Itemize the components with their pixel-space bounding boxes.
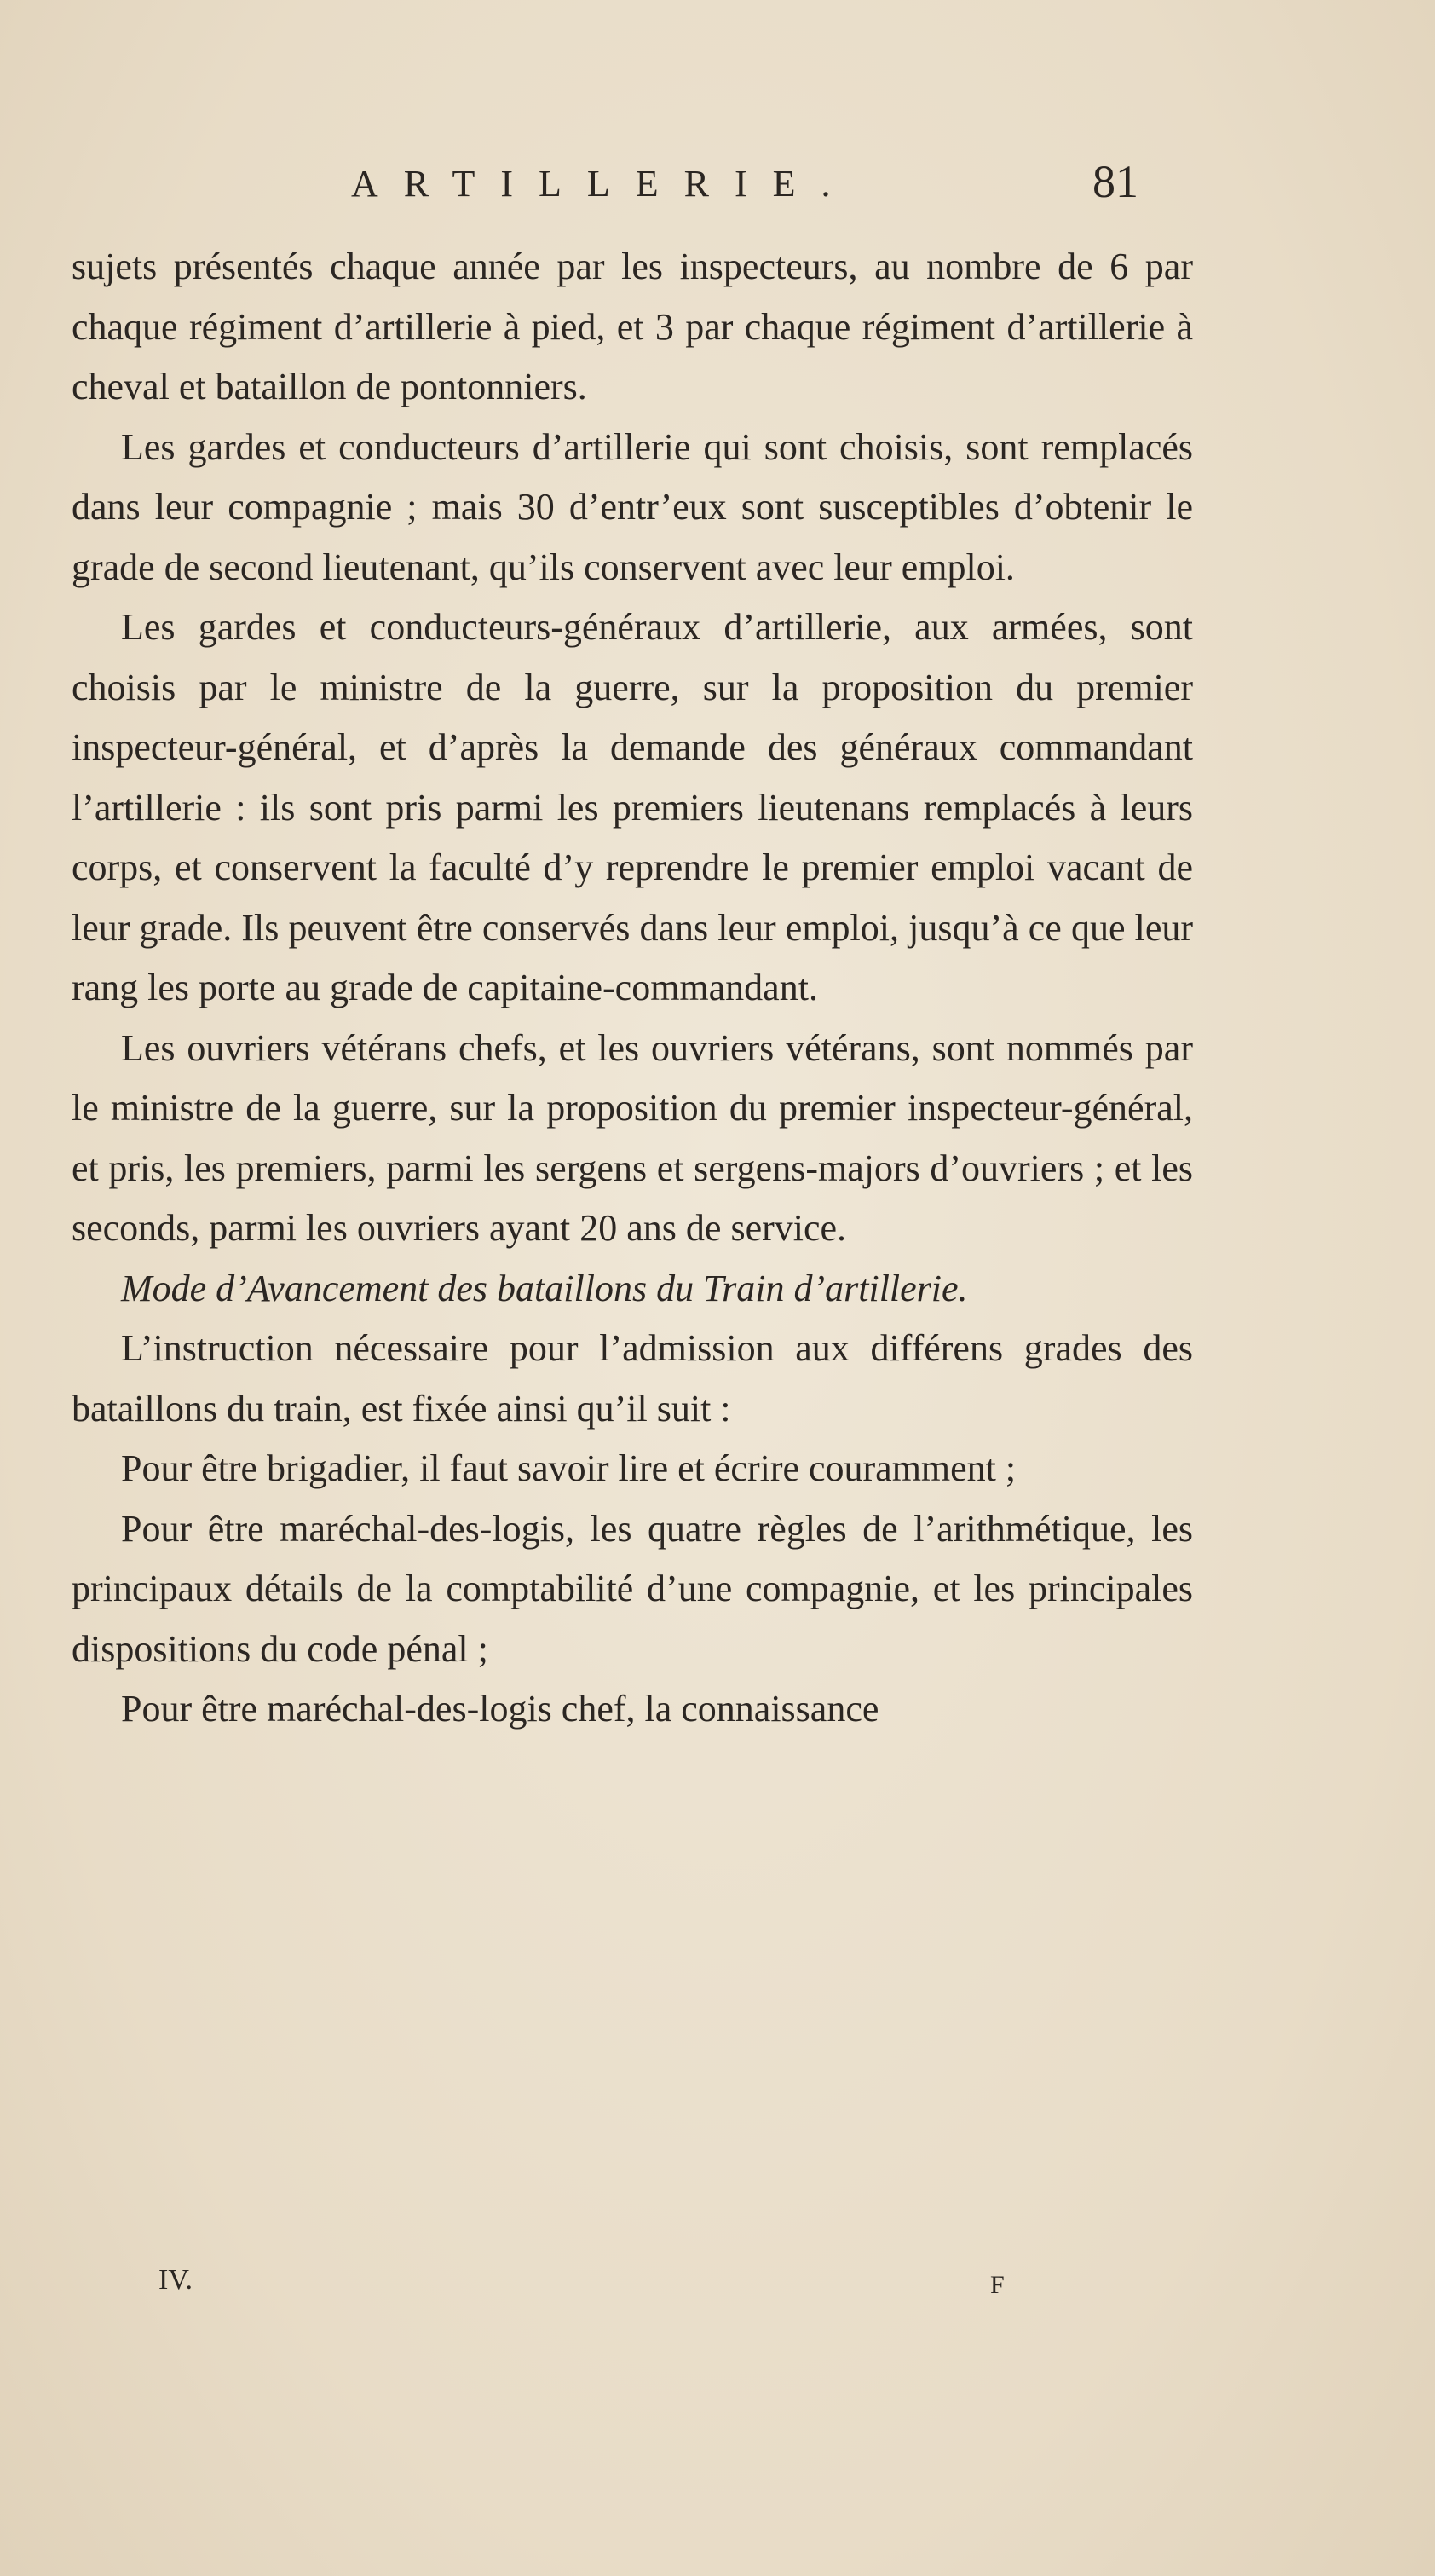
paragraph: Les gardes et conducteurs-généraux d’artillerie, aux armées, sont choisis par le ministre de la guerre, sur la proposition du premier inspecteur-général, et d’après la demande des généraux commandant l’artillerie : ils sont pris parmi les premiers lieutenans remplacés à leurs corps, et conservent la faculté d’y reprendre le premier emploi vacant de leur grade. Ils peuvent être conservés dans leur emploi, jusqu’à ce que leur rang les porte au grade de capitaine-commandant.: [72, 606, 1193, 1008]
paragraph: Les ouvriers vétérans chefs, et les ouvriers vétérans, sont nommés par le ministre de la guerre, sur la proposition du premier inspecteur-général, et pris, les premiers, parmi les sergens et sergens-majors d’ouvriers ; et les seconds, parmi les ouvriers ayant 20 ans de service.: [72, 1026, 1193, 1249]
section-title: Mode d’Avancement des bataillons du Train d’artillerie.: [121, 1267, 968, 1309]
paragraph: Pour être maréchal-des-logis chef, la connaissance: [121, 1688, 879, 1730]
page-footer: [0, 2264, 1435, 2315]
volume-mark: IV.: [158, 2264, 193, 2296]
paragraph: sujets présentés chaque année par les inspecteurs, au nombre de 6 par chaque régiment d’artillerie à pied, et 3 par chaque régiment d’artillerie à cheval et bataillon de pontonniers.: [72, 245, 1193, 407]
paragraph: L’instruction nécessaire pour l’admission aux différens grades des bataillons du train, est fixée ainsi qu’il suit :: [72, 1327, 1193, 1430]
paragraph: Les gardes et conducteurs d’artillerie qui sont choisis, sont remplacés dans leur compagnie ; mais 30 d’entr’eux sont susceptibles d’obtenir le grade de second lieutenant, qu’ils conservent avec leur emploi.: [72, 425, 1193, 588]
page-header: [0, 156, 1435, 230]
running-title: ARTILLERIE.: [351, 163, 856, 205]
signature-mark: F: [990, 2271, 1005, 2299]
page-number: 81: [1092, 156, 1138, 207]
paragraph: Pour être brigadier, il faut savoir lire et écrire couramment ;: [121, 1447, 1017, 1489]
paragraph: Pour être maréchal-des-logis, les quatre règles de l’arithmétique, les principaux détails de la comptabilité d’une compagnie, et les principales dispositions du code pénal ;: [72, 1507, 1193, 1670]
body-text: [72, 237, 1193, 1740]
